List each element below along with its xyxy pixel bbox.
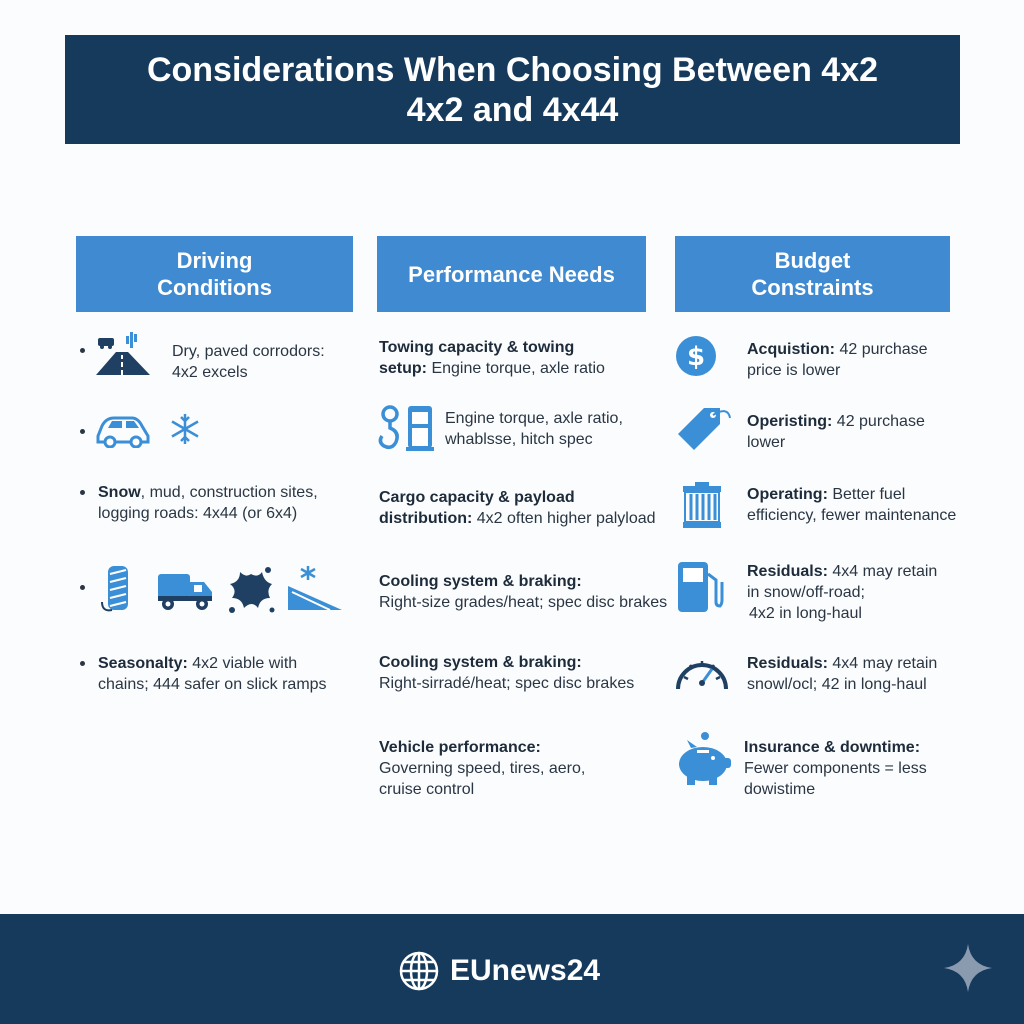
radiator-icon [681, 482, 723, 530]
budget-item-6-bold: Insurance & downtime: [744, 739, 921, 756]
budget-item-5-line2: snowl/ocl; 42 in long-haul [747, 676, 927, 693]
budget-item-5-line1: 4x4 may retain [827, 655, 938, 672]
speedometer-icon [672, 651, 732, 693]
budget-item-2 [747, 411, 925, 453]
budget-item-4-line1: 4x4 may retain [827, 563, 938, 580]
performance-item-6-line2: Governing speed, tires, aero, [379, 760, 586, 777]
driving-item-3 [98, 653, 327, 695]
performance-item-5-line2: Right-sirradé/heat; spec disc brakes [379, 675, 635, 692]
bullet [80, 429, 85, 434]
fuel-pump-icon [404, 404, 438, 452]
driving-item-2 [98, 482, 318, 524]
brand-name: EUnews24 [450, 954, 601, 987]
driving-item-2-line1: , mud, construction sites, [140, 484, 318, 501]
title-line-1: Considerations When Choosing Between 4x2 [146, 50, 879, 89]
bullet [80, 348, 85, 353]
performance-item-1 [379, 337, 605, 379]
budget-item-1-line1: 42 purchase [835, 341, 928, 358]
driving-item-1 [172, 341, 325, 383]
performance-item-1-bold: Towing capacity & towing [379, 339, 575, 356]
sparkle-icon [942, 942, 994, 994]
budget-item-3-line2: efficiency, fewer maintenance [747, 507, 957, 524]
budget-item-1-bold: Acquistion: [747, 341, 835, 358]
title-banner [65, 35, 960, 144]
budget-item-2-bold: Operisting: [747, 413, 833, 430]
tire-chain-icon [98, 562, 142, 614]
icy-ramp-icon [286, 562, 344, 614]
budget-item-3-bold: Operating: [747, 486, 828, 503]
budget-item-4 [747, 561, 937, 624]
car-icon [94, 412, 154, 448]
budget-item-5 [747, 653, 937, 695]
svg-text:$: $ [686, 342, 706, 372]
budget-item-1 [747, 339, 928, 381]
performance-item-1-line2: Engine torque, axle ratio [427, 360, 605, 377]
budget-item-4-line2: in snow/off-road; [747, 584, 865, 601]
header-budget-constraints [675, 236, 950, 312]
performance-item-4-bold: Cooling system & braking: [379, 573, 582, 590]
budget-item-4-line3: 4x2 in long-haul [749, 605, 862, 622]
bullet [80, 490, 85, 495]
snowflake-icon [168, 412, 202, 446]
performance-item-4-line2: Right-size grades/heat; spec disc brakes [379, 594, 668, 611]
road-icon [94, 330, 152, 376]
header-driving-line1: Driving [176, 248, 253, 273]
budget-item-3-line1: Better fuel [827, 486, 906, 503]
budget-item-6-line3: dowistime [744, 781, 816, 798]
header-budget-line1: Budget [774, 248, 851, 273]
header-budget-line2: Constraints [751, 275, 874, 300]
performance-item-4 [379, 571, 667, 613]
driving-item-2-bold: Snow [98, 484, 141, 501]
performance-item-3-bold: Cargo capacity & payload [379, 489, 575, 506]
performance-item-5-bold: Cooling system & braking: [379, 654, 582, 671]
performance-item-6 [379, 737, 585, 800]
budget-item-1-line2: price is lower [747, 362, 841, 379]
budget-item-5-bold: Residuals: [747, 655, 828, 672]
header-performance-text: Performance Needs [408, 261, 615, 287]
driving-item-1-line1: Dry, paved corrodors: [172, 343, 325, 360]
header-performance-needs [377, 236, 646, 312]
header-driving-conditions [76, 236, 353, 312]
budget-item-6-line2: Fewer components = less [744, 760, 927, 777]
title-line-2: 4x2 and 4x44 [406, 90, 619, 129]
globe-icon [398, 950, 440, 992]
budget-item-4-bold: Residuals: [747, 563, 828, 580]
performance-item-2-line1: Engine torque, axle ratio, [445, 410, 623, 427]
driving-item-3-line2: chains; 444 safer on slick ramps [98, 676, 327, 693]
performance-item-5 [379, 652, 634, 694]
performance-item-3-line2: 4x2 often higher palyload [472, 510, 656, 527]
brand-logo[interactable] [398, 950, 600, 992]
budget-item-6 [744, 737, 927, 800]
price-tag-icon [676, 404, 734, 454]
budget-item-2-line2: lower [747, 434, 786, 451]
fuel-pump-icon [676, 560, 724, 614]
driving-item-3-line1: 4x2 viable with [187, 655, 298, 672]
mud-splash-icon [224, 564, 278, 618]
performance-item-2 [445, 408, 623, 450]
header-driving-line2: Conditions [157, 275, 272, 300]
performance-item-3-bold2: distribution: [379, 510, 473, 527]
performance-item-6-bold: Vehicle performance: [379, 739, 541, 756]
performance-item-1-bold2: setup: [379, 360, 427, 377]
bullet [80, 585, 85, 590]
tow-hook-icon [376, 404, 404, 452]
dollar-icon [675, 335, 717, 377]
performance-item-3 [379, 487, 656, 529]
piggy-bank-icon [673, 730, 733, 786]
performance-item-6-line3: cruise control [379, 781, 475, 798]
driving-item-1-line2: 4x2 excels [172, 364, 248, 381]
driving-item-2-line2: logging roads: 4x44 (or 6x4) [98, 505, 298, 522]
truck-icon [154, 568, 216, 612]
performance-item-2-line2: whablsse, hitch spec [445, 431, 593, 448]
budget-item-2-line1: 42 purchase [832, 413, 925, 430]
budget-item-3 [747, 484, 956, 526]
driving-item-3-bold: Seasonalty: [98, 655, 188, 672]
bullet [80, 661, 85, 666]
